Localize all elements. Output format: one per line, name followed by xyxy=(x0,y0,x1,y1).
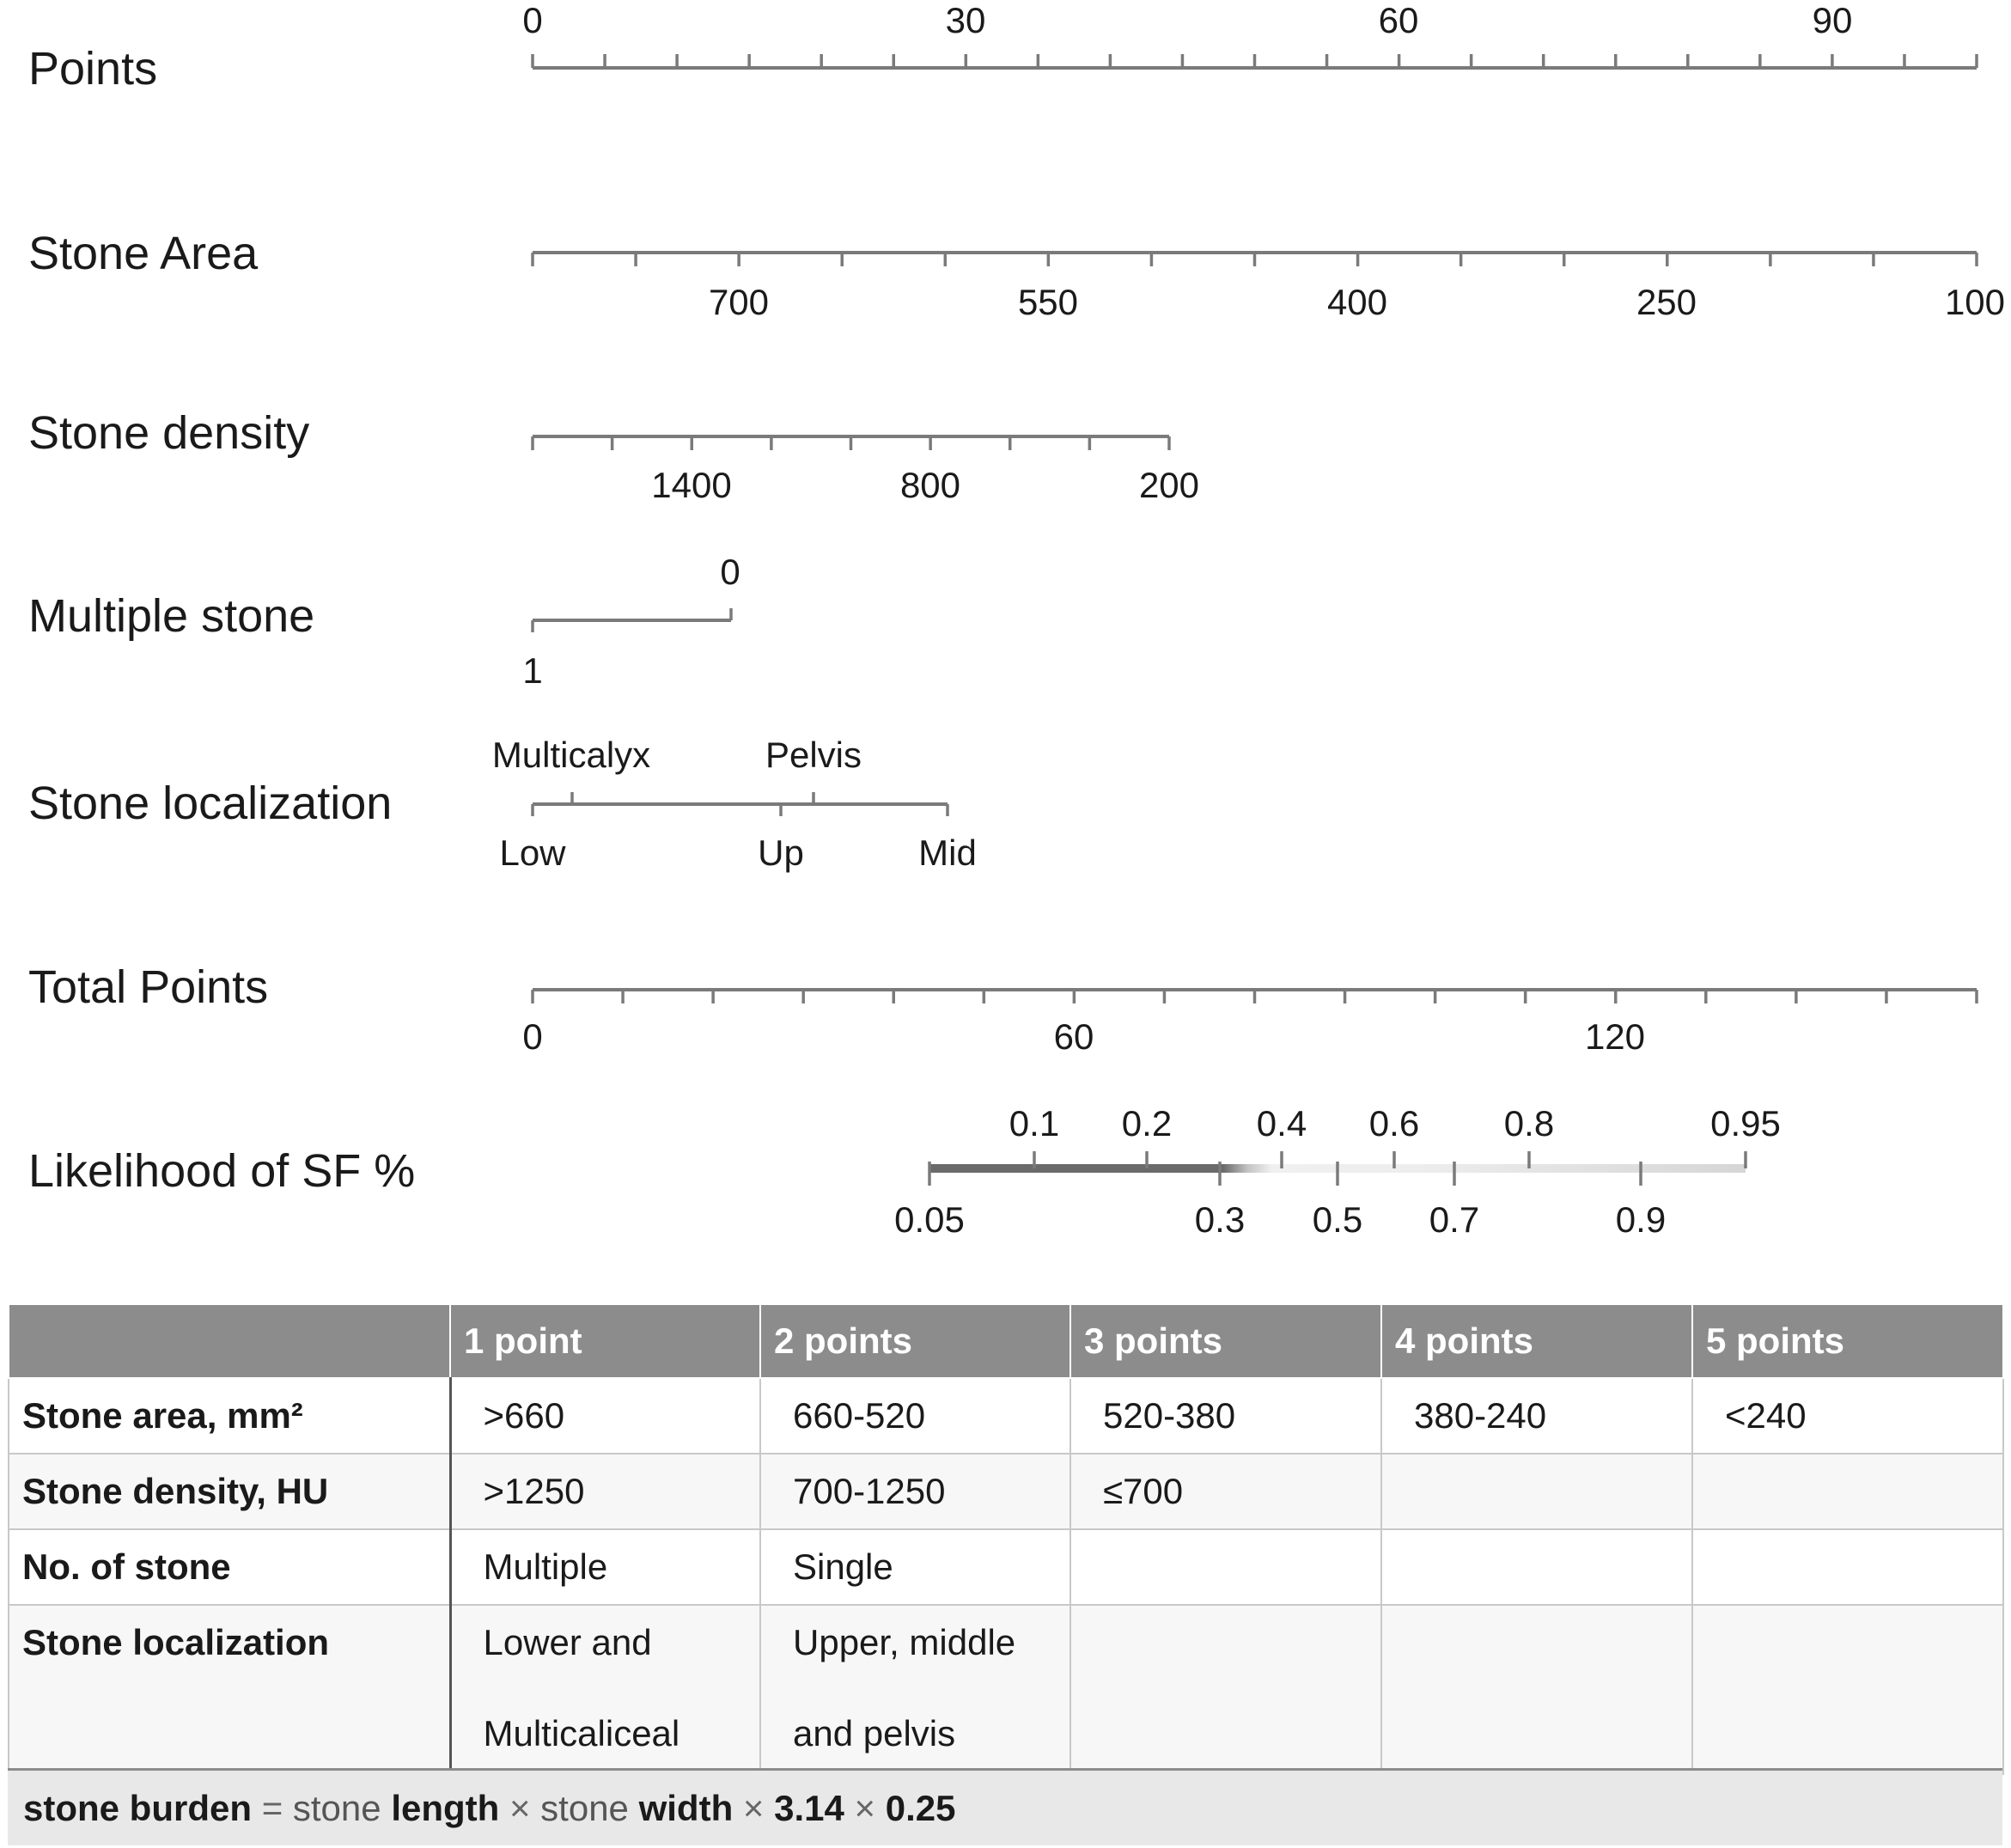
table-cell: 520-380 xyxy=(1070,1378,1381,1454)
stone-area-tick-label: 250 xyxy=(1636,282,1697,322)
row-label-points: Points xyxy=(28,43,158,95)
formula-term: stone xyxy=(540,1788,629,1828)
total-points-tick-label: 120 xyxy=(1584,1016,1646,1057)
multiple-stone-axis xyxy=(522,552,740,691)
likelihood-tick-label: 0.5 xyxy=(1312,1199,1363,1240)
row-label-multiple-stone: Multiple stone xyxy=(28,590,315,642)
stone-area-tick-label: 100 xyxy=(1944,282,2006,322)
multiple-stone-tick-label: 1 xyxy=(522,650,543,691)
points-tick-label: 90 xyxy=(1812,0,1853,40)
total-points-tick-label: 60 xyxy=(1053,1016,1094,1057)
stone-area-tick-label: 700 xyxy=(708,282,770,322)
formula-term: length xyxy=(391,1788,500,1828)
table-cell: 700-1250 xyxy=(760,1454,1070,1529)
table-cell: <240 xyxy=(1692,1378,2003,1454)
likelihood-sf-axis xyxy=(894,1103,1781,1240)
table-row-label: Stone area, mm² xyxy=(9,1378,450,1454)
table-cell xyxy=(1381,1454,1692,1529)
table-cell: Multiple xyxy=(450,1529,760,1605)
table-cell-line: and pelvis xyxy=(793,1713,956,1753)
table-row-label: Stone density, HU xyxy=(9,1454,450,1529)
points-tick-label: 60 xyxy=(1378,0,1419,40)
table-row xyxy=(9,1378,2003,1454)
localization-label-pelvis: Pelvis xyxy=(765,735,862,775)
stone-area-tick-label: 550 xyxy=(1017,282,1079,322)
likelihood-tick-label: 0.1 xyxy=(1009,1103,1060,1144)
formula-operator: × xyxy=(854,1788,876,1828)
table-header-cell: 5 points xyxy=(1692,1304,2003,1378)
table-row xyxy=(9,1454,2003,1529)
row-label-likelihood-sf: Likelihood of SF % xyxy=(28,1145,416,1197)
stone-area-axis xyxy=(533,253,2005,322)
table-cell-line: Lower and xyxy=(483,1622,652,1662)
formula-operator: = xyxy=(261,1788,283,1828)
stone-density-tick-label: 1400 xyxy=(651,465,732,505)
row-label-total-points: Total Points xyxy=(28,961,269,1013)
table-cell xyxy=(1381,1605,1692,1774)
table-cell xyxy=(1070,1605,1381,1774)
localization-label-mid: Mid xyxy=(918,833,977,873)
stone-density-tick-label: 800 xyxy=(899,465,961,505)
table-cell xyxy=(1381,1529,1692,1605)
table-cell: Single xyxy=(760,1529,1070,1605)
likelihood-tick-label: 0.3 xyxy=(1194,1199,1246,1240)
points-axis xyxy=(522,0,1977,68)
multiple-stone-tick-label: 0 xyxy=(720,552,740,592)
table-row-label xyxy=(9,1605,450,1774)
table-header-cell: 3 points xyxy=(1070,1304,1381,1378)
likelihood-tick-label: 0.6 xyxy=(1368,1103,1420,1144)
formula-operator: × xyxy=(509,1788,531,1828)
table-cell xyxy=(760,1605,1070,1774)
formula-operator: × xyxy=(742,1788,765,1828)
total-points-axis xyxy=(522,990,1977,1057)
localization-label-up: Up xyxy=(758,833,804,873)
points-tick-label: 0 xyxy=(522,0,543,40)
table-header-cell: 2 points xyxy=(760,1304,1070,1378)
table-cell: 660-520 xyxy=(760,1378,1070,1454)
table-cell: >1250 xyxy=(450,1454,760,1529)
likelihood-tick-label: 0.4 xyxy=(1256,1103,1307,1144)
table-row xyxy=(9,1529,2003,1605)
localization-label-low: Low xyxy=(499,833,566,873)
stone-burden-formula xyxy=(8,1768,2002,1845)
row-label-stone-density: Stone density xyxy=(28,407,310,459)
localization-label-multicalyx: Multicalyx xyxy=(491,735,651,775)
stone-localization-axis xyxy=(492,735,977,873)
table-row-label: No. of stone xyxy=(9,1529,450,1605)
formula-term: stone xyxy=(292,1788,381,1828)
table-cell: ≤700 xyxy=(1070,1454,1381,1529)
total-points-tick-label: 0 xyxy=(522,1016,543,1057)
table-row-label-text: Stone localization xyxy=(22,1622,330,1662)
stone-density-tick-label: 200 xyxy=(1138,465,1200,505)
table-row xyxy=(9,1605,2003,1774)
table-cell xyxy=(450,1605,760,1774)
table-header-cell: 4 points xyxy=(1381,1304,1692,1378)
formula-term: 3.14 xyxy=(774,1788,844,1828)
row-label-stone-area: Stone Area xyxy=(28,228,259,279)
likelihood-tick-label: 0.05 xyxy=(894,1199,965,1240)
table-cell xyxy=(1692,1605,2003,1774)
likelihood-tick-label: 0.95 xyxy=(1710,1103,1781,1144)
table-cell: >660 xyxy=(450,1378,760,1454)
points-tick-label: 30 xyxy=(945,0,986,40)
table-cell: 380-240 xyxy=(1381,1378,1692,1454)
likelihood-tick-label: 0.2 xyxy=(1121,1103,1173,1144)
stone-area-tick-label: 400 xyxy=(1326,282,1388,322)
likelihood-tick-label: 0.7 xyxy=(1429,1199,1480,1240)
table-cell xyxy=(1692,1454,2003,1529)
row-label-stone-localization: Stone localization xyxy=(28,778,393,829)
formula-term: stone burden xyxy=(23,1788,253,1828)
table-cell-line: Multicaliceal xyxy=(483,1713,680,1753)
formula-term: 0.25 xyxy=(885,1788,956,1828)
likelihood-tick-label: 0.9 xyxy=(1615,1199,1667,1240)
formula-term: width xyxy=(638,1788,734,1828)
likelihood-tick-label: 0.8 xyxy=(1503,1103,1555,1144)
table-header-cell xyxy=(9,1304,450,1378)
table-header-row xyxy=(9,1304,2003,1378)
table-cell xyxy=(1070,1529,1381,1605)
table-cell xyxy=(1692,1529,2003,1605)
points-table xyxy=(8,1303,2004,1775)
stone-density-axis xyxy=(533,436,1199,505)
table-header-cell: 1 point xyxy=(450,1304,760,1378)
table-cell-line: Upper, middle xyxy=(793,1622,1016,1662)
